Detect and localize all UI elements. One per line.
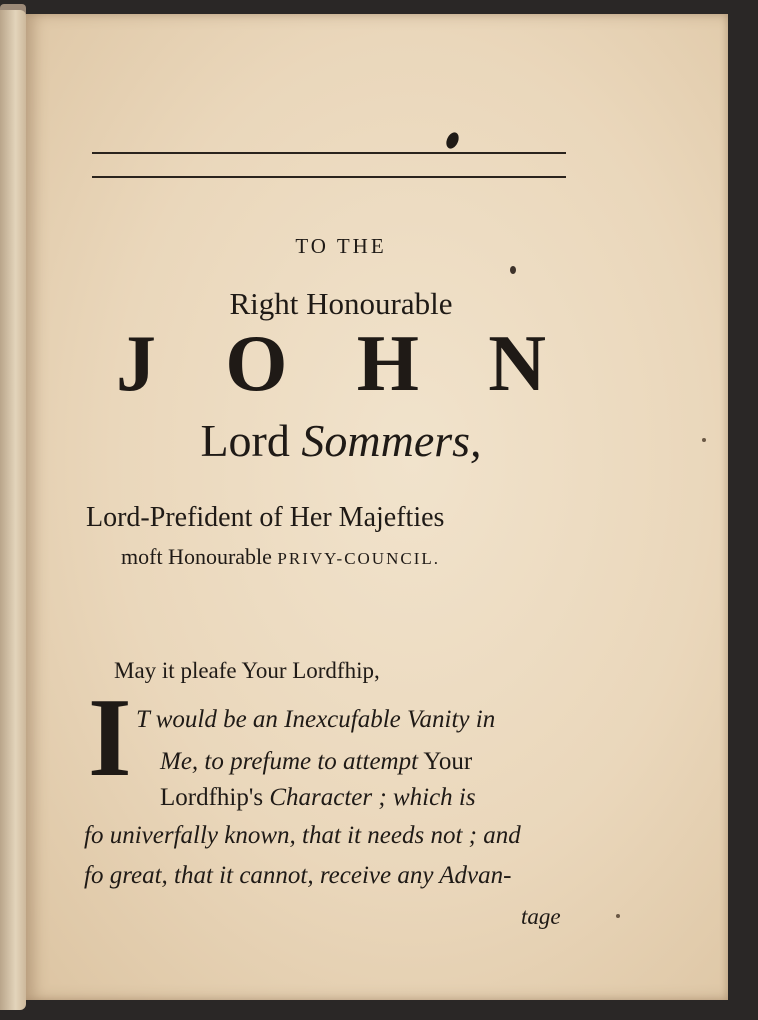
council-line (121, 544, 440, 570)
text-line-2 (160, 748, 472, 776)
name-letter: H (356, 320, 419, 408)
salutation: May it pleafe Your Lordfhip, (114, 658, 380, 683)
ink-speck (510, 266, 516, 274)
dedicatee-first-name (116, 320, 546, 408)
paper-speck (616, 914, 620, 918)
name-letter: O (225, 320, 288, 408)
name-letter: J (116, 320, 156, 408)
second-rule (92, 176, 566, 178)
book-page (26, 14, 728, 1000)
name-letter: N (488, 320, 546, 408)
text-line-3-italic: Character ; which is (269, 784, 476, 811)
drop-cap: I (88, 676, 132, 800)
text-line-5: fo great, that it cannot, receive any Advan- (84, 862, 512, 889)
top-rule (92, 152, 566, 154)
office-line: Lord-Prefident of Her Majefties (86, 502, 445, 533)
catchword: tage (521, 904, 561, 929)
text-line-3-roman: Lordfhip's (160, 784, 264, 811)
text-line-3 (160, 784, 476, 812)
surname: Sommers, (301, 415, 482, 466)
text-line-1: T would be an Inexcufable Vanity in (136, 706, 496, 733)
council-prefix: moft Honourable (121, 544, 272, 569)
council-name: PRIVY-COUNCIL. (277, 549, 440, 568)
ink-blot (444, 130, 461, 150)
book-spine (0, 10, 26, 1010)
dedication-to-the: TO THE (295, 234, 387, 258)
dedication-title: Right Honourable (229, 286, 453, 321)
lord-word: Lord (200, 415, 290, 466)
dedicatee-name (26, 414, 656, 467)
text-line-4: fo univerfally known, that it needs not ; and (84, 822, 521, 849)
text-line-2-roman: Your (423, 748, 473, 775)
paper-speck (702, 438, 706, 442)
text-line-2-italic: Me, to prefume to attempt (160, 748, 419, 775)
